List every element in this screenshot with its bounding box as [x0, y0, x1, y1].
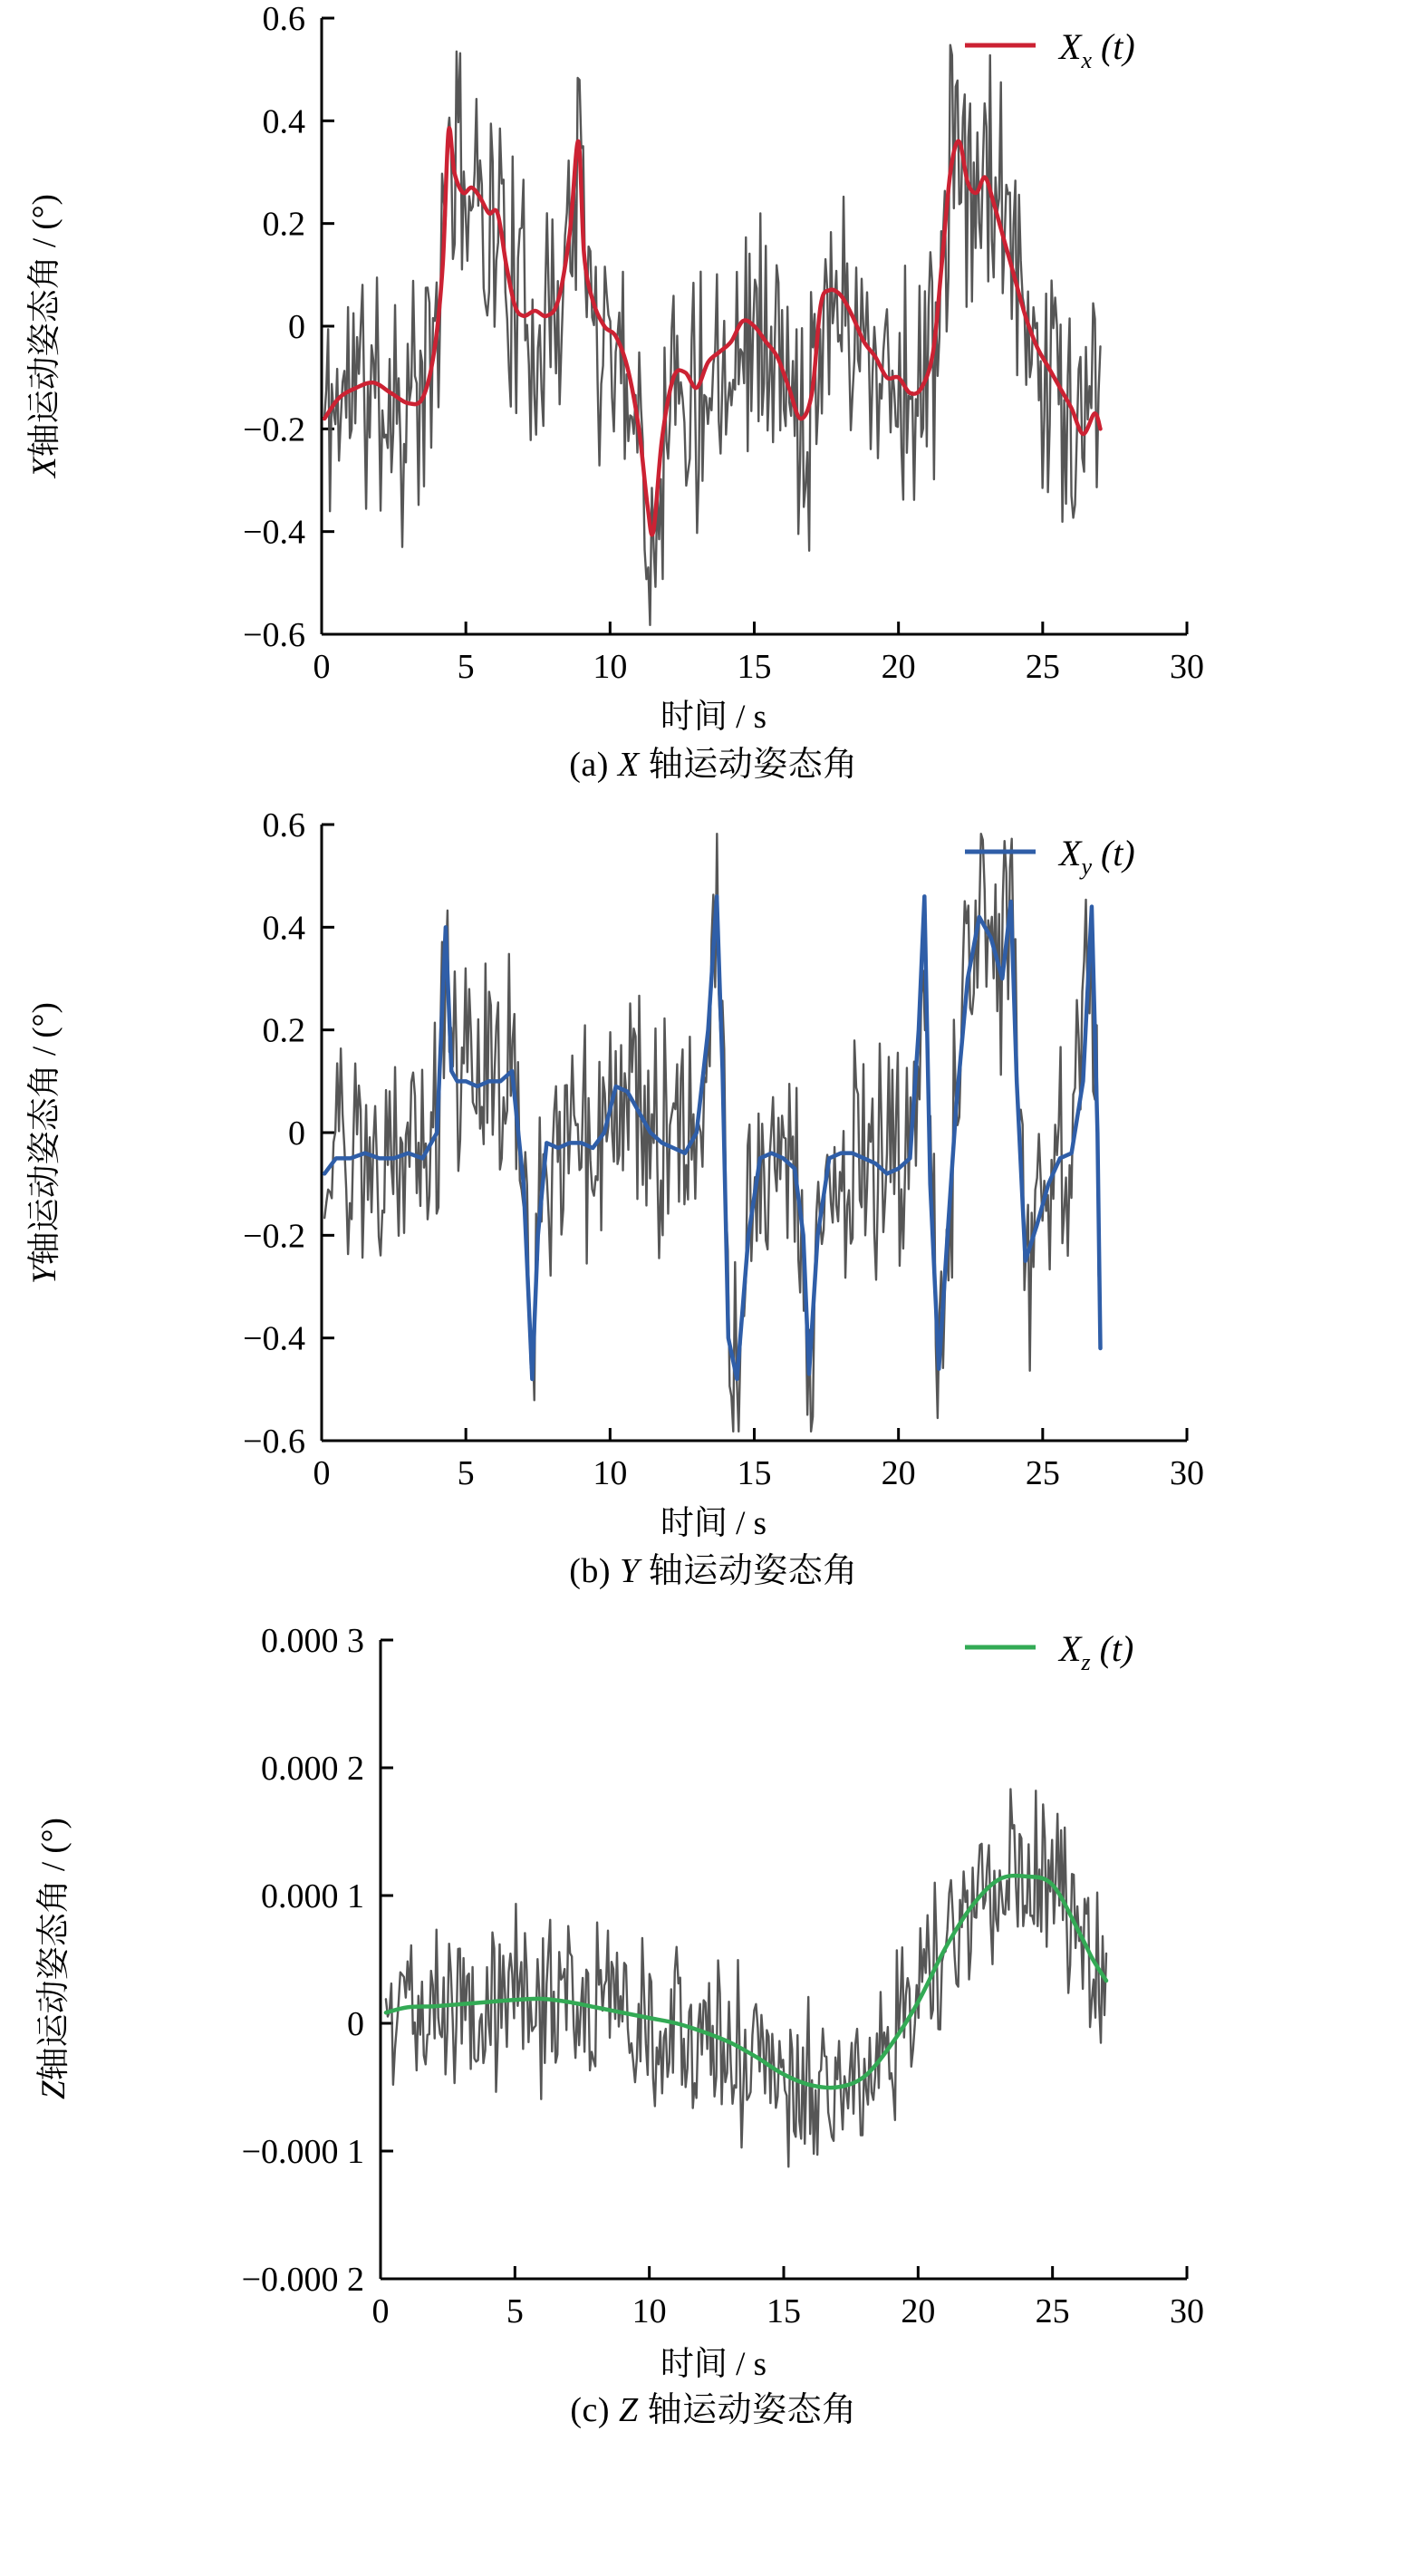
panel-a-caption	[0, 736, 1427, 786]
svg-text:0: 0	[313, 1454, 331, 1492]
panel-a-caption-text: (a) X 轴运动姿态角	[569, 746, 858, 784]
svg-text:25: 25	[1035, 2292, 1070, 2330]
y-axis-label-a-text: X轴运动姿态角 / (°)	[26, 194, 63, 478]
svg-text:−0.4: −0.4	[243, 513, 305, 552]
svg-text:15: 15	[767, 2292, 801, 2330]
svg-text:5: 5	[457, 648, 475, 686]
panel-c	[0, 1604, 1427, 2455]
legend-label-a: $X_x$ (t)	[1059, 26, 1135, 73]
plot-c	[0, 1604, 1427, 2383]
chart-canvas-c	[0, 1604, 1427, 2365]
svg-text:−0.6: −0.6	[243, 1423, 305, 1461]
panel-b	[0, 806, 1427, 1604]
x-axis-label-b-text: 时间 / s	[660, 1505, 767, 1542]
svg-text:15: 15	[737, 1454, 772, 1492]
legend-c	[965, 1628, 1133, 1675]
panel-b-caption-text: (b) Y 轴运动姿态角	[569, 1552, 858, 1590]
chart-canvas-a	[0, 0, 1427, 716]
legend-label-c: $X_z$ (t)	[1059, 1628, 1134, 1675]
y-axis-label-c-text: Z轴运动姿态角 / (°)	[35, 1818, 72, 2099]
svg-text:0: 0	[347, 2005, 364, 2043]
panel-c-caption-text: (c) Z 轴运动姿态角	[570, 2391, 857, 2429]
svg-text:25: 25	[1025, 1454, 1060, 1492]
svg-text:30: 30	[1170, 648, 1204, 686]
y-axis-label-c	[0, 1818, 231, 2099]
x-axis-label-b	[0, 1495, 1427, 1544]
svg-text:5: 5	[506, 2292, 524, 2330]
svg-text:0.4: 0.4	[262, 909, 305, 948]
svg-text:20: 20	[881, 1454, 916, 1492]
svg-text:−0.2: −0.2	[243, 410, 305, 449]
plot-b	[0, 806, 1427, 1542]
panel-c-caption	[0, 2381, 1427, 2431]
x-axis-label-c	[0, 2336, 1427, 2385]
svg-text:−0.6: −0.6	[243, 616, 305, 654]
svg-text:−0.4: −0.4	[243, 1319, 305, 1358]
x-axis-label-a-text: 时间 / s	[660, 699, 767, 736]
x-axis-label-a	[0, 689, 1427, 738]
svg-text:0.6: 0.6	[262, 0, 305, 38]
legend-b	[965, 833, 1135, 880]
panel-a	[0, 0, 1427, 806]
x-axis-label-c-text: 时间 / s	[660, 2346, 767, 2383]
chart-canvas-b	[0, 806, 1427, 1522]
svg-text:25: 25	[1025, 648, 1060, 686]
svg-text:10: 10	[632, 2292, 667, 2330]
svg-text:0.4: 0.4	[262, 102, 305, 141]
svg-text:0.2: 0.2	[262, 205, 305, 244]
svg-text:0: 0	[288, 308, 305, 346]
legend-label-b: $X_y$ (t)	[1059, 833, 1135, 880]
svg-text:10: 10	[593, 1454, 628, 1492]
svg-text:30: 30	[1170, 2292, 1204, 2330]
svg-text:0.6: 0.6	[262, 806, 305, 844]
y-axis-label-a	[0, 194, 222, 478]
svg-text:20: 20	[881, 648, 916, 686]
svg-text:0.000 1: 0.000 1	[261, 1877, 364, 1915]
svg-text:0: 0	[313, 648, 331, 686]
svg-text:0: 0	[371, 2292, 390, 2330]
svg-text:5: 5	[457, 1454, 475, 1492]
svg-text:−0.000 1: −0.000 1	[241, 2133, 364, 2171]
svg-text:20: 20	[901, 2292, 936, 2330]
svg-text:−0.000 2: −0.000 2	[241, 2261, 364, 2299]
svg-text:0: 0	[288, 1114, 305, 1153]
svg-text:10: 10	[593, 648, 628, 686]
svg-text:−0.2: −0.2	[243, 1217, 305, 1256]
plot-a	[0, 0, 1427, 736]
svg-text:0.000 2: 0.000 2	[261, 1750, 364, 1788]
svg-text:15: 15	[737, 648, 772, 686]
svg-text:0.2: 0.2	[262, 1011, 305, 1050]
panel-b-caption	[0, 1542, 1427, 1592]
svg-text:0.000 3: 0.000 3	[261, 1622, 364, 1660]
y-axis-label-b-text: Y轴运动姿态角 / (°)	[26, 1002, 63, 1284]
y-axis-label-b	[0, 1002, 222, 1284]
svg-text:30: 30	[1170, 1454, 1204, 1492]
